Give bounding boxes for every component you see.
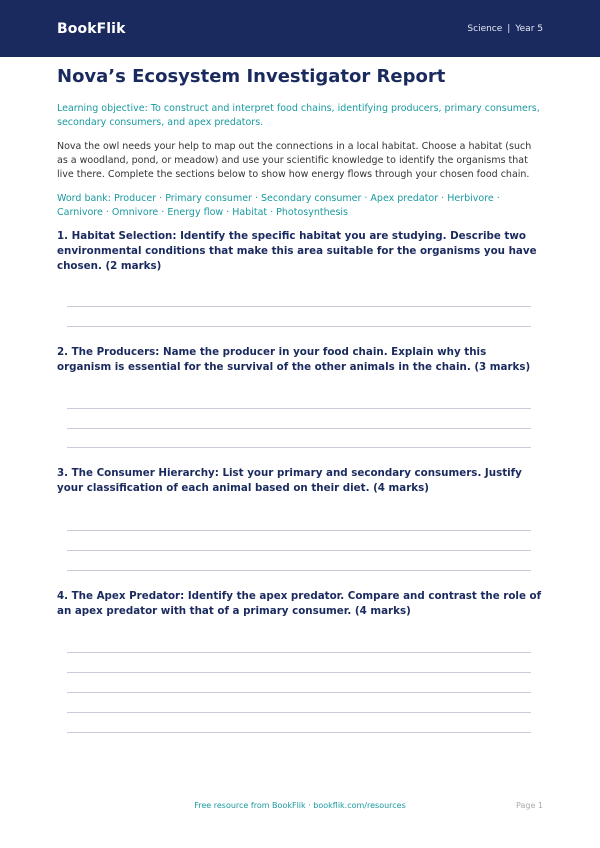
meta-separator: | [507,23,511,34]
answer-line[interactable] [67,447,531,448]
question-4: 4. The Apex Predator: Identify the apex predator. Compare and contrast the role of an apex predator with that of a primary consumer. (4 marks) [57,590,542,617]
page-title: Nova’s Ecosystem Investigator Report [57,66,446,87]
answer-line[interactable] [67,652,531,653]
answer-line[interactable] [67,326,531,327]
footer-credit[interactable]: Free resource from BookFlik · bookflik.com/resources [194,801,406,810]
answer-line[interactable] [67,306,531,307]
learning-objective: Learning objective: To construct and interpret food chains, identifying producers, primary consumers, secondary consumers, and apex predators. [57,103,540,128]
answer-line[interactable] [67,550,531,551]
year-label: Year 5 [515,23,543,34]
answer-line[interactable] [67,530,531,531]
answer-line[interactable] [67,732,531,733]
answer-line[interactable] [67,428,531,429]
answer-line[interactable] [67,712,531,713]
question-2: 2. The Producers: Name the producer in your food chain. Explain why this organism is essential for the survival of the other animals in the chain. (3 marks) [57,346,531,373]
brand-logo: BookFlik [57,20,126,37]
answer-line[interactable] [67,672,531,673]
word-bank: Word bank: Producer · Primary consumer · Secondary consumer · Apex predator · Herbivore · Carnivore · Omnivore · Energy flow · Habitat · Photosynthesis [57,193,500,218]
worksheet-intro [57,64,543,220]
answer-line[interactable] [67,408,531,409]
answer-line[interactable] [67,692,531,693]
intro-paragraph: Nova the owl needs your help to map out the connections in a local habitat. Choose a habitat (such as a woodland, pond, or meadow) and use your scientific knowledge to identify the organisms that live there. Complete the sections below to show how energy flows through your chosen food chain. [57,141,532,180]
subject-year [467,24,543,34]
page-number: Page 1 [516,801,543,810]
question-1: 1. Habitat Selection: Identify the specific habitat you are studying. Describe two environmental conditions that make this area suitable for the organisms you have chosen. (2 marks) [57,230,537,272]
subject-label: Science [467,23,503,34]
page-header [0,0,600,57]
answer-line[interactable] [67,570,531,571]
question-3: 3. The Consumer Hierarchy: List your primary and secondary consumers. Justify your classification of each animal based on their diet. (4 marks) [57,467,522,494]
